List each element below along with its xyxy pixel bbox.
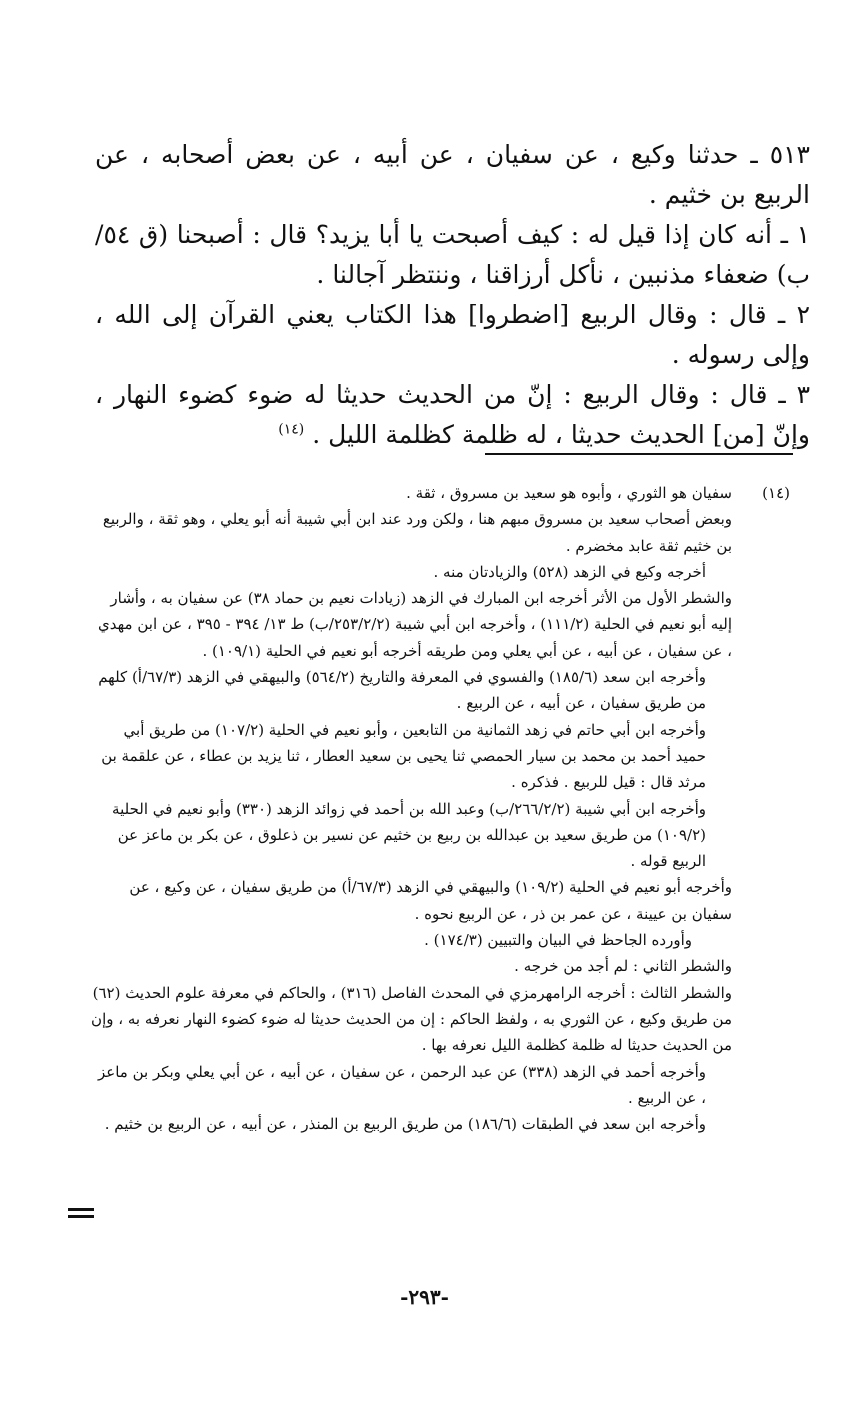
hadith-item-3 <box>95 375 810 455</box>
footnote-line: وأورده الجاحظ في البيان والتبيين (١٧٤/٣) . <box>424 931 692 950</box>
footnote-line: وأخرجه ابن أبي حاتم في زهد الثمانية من التابعين ، وأبو نعيم في الحلية (١٠٧/٢) من طريق أبي حميد أحمد بن محمد بن سيار الحمصي ثنا يحيى بن سعيد العطار ، ثنا يزيد بن عطاء ، عن علقمة بن مرثد قال : قيل للربيع . فذكره . <box>101 720 706 792</box>
footnote-line: وأخرجه ابن سعد في الطبقات (١٨٦/٦) من طريق الربيع بن المنذر ، عن أبيه ، عن الربيع بن خثيم . <box>104 1115 706 1134</box>
footnote-line: وأخرجه أبو نعيم في الحلية (١٠٩/٢) والبيهقي في الزهد (٦٧/٣/أ) من طريق سفيان ، عن وكيع ، عن سفيان بن عيينة ، عن عمر بن ذر ، عن الربيع نحوه . <box>129 878 732 923</box>
footnote-line: سفيان هو الثوري ، وأبوه هو سعيد بن مسروق ، ثقة . <box>406 484 732 502</box>
footnote-body <box>90 480 732 1137</box>
footnote-line: وأخرجه أحمد في الزهد (٣٣٨) عن عبد الرحمن ، عن سفيان ، عن أبيه ، عن أبي يعلي وبكر بن ماعز ، عن الربيع . <box>97 1062 706 1107</box>
main-text <box>95 135 810 455</box>
footnote-separator <box>485 453 793 455</box>
footnote-line: وأخرجه ابن سعد (١٨٥/٦) والفسوي في المعرفة والتاريخ (٥٦٤/٢) والبيهقي في الزهد (٦٧/٣/أ) كلهم من طريق سفيان ، عن أبيه ، عن الربيع . <box>98 668 706 713</box>
footnote-line: والشطر الثالث : أخرجه الرامهرمزي في المحدث الفاصل (٣١٦) ، والحاكم في معرفة علوم الحديث (٦٢) من طريق وكيع ، عن الثوري به ، ولفظ الحاكم : إن من الحديث حديثا له ضوء كضوء النهار نعرفه به ، وإن من الحديث حديثا له ظلمة كظلمة الليل نعرفه بها . <box>91 983 732 1055</box>
hadith-item-1: ١ ـ أنه كان إذا قيل له : كيف أصبحت يا أبا يزيد؟ قال : أصبحنا (ق ٥٤/ب) ضعفاء مذنبين ، نأكل أرزاقنا ، وننتظر آجالنا . <box>95 220 810 289</box>
footnote-line: أخرجه وكيع في الزهد (٥٢٨) والزيادتان منه . <box>433 562 706 581</box>
footnote-reference[interactable]: (١٤) <box>278 421 305 438</box>
footnote-block <box>90 480 790 1137</box>
footnote-line: والشطر الأول من الأثر أخرجه ابن المبارك في الزهد (زيادات نعيم بن حماد ٣٨) عن سفيان به ، وأشار إليه أبو نعيم في الحلية (١١١/٢) ، وأخرجه ابن أبي شيبة (٢٥٣/٢/٢/ب) ط ١٣/ ٣٩٤ - ٣٩٥ ، عن ابن مهدي ، عن سفيان ، عن أبيه ، عن أبي يعلي ومن طريقه أخرجه أبو نعيم في الحلية (١٠٩/١) . <box>98 589 732 660</box>
hadith-item-2: ٢ ـ قال : وقال الربيع [اضطروا] هذا الكتاب يعني القرآن إلى الله ، وإلى رسوله . <box>95 300 810 369</box>
footnote-line: وأخرجه ابن أبي شيبة (٢٦٦/٢/٢/ب) وعبد الله بن أحمد في زوائد الزهد (٣٣٠) وأبو نعيم في الحلية (١٠٩/٢) من طريق سعيد بن عبدالله بن ربيع بن خثيم عن نسير بن ذعلوق ، عن بكر بن ماعز عن الربيع قوله . <box>112 799 706 871</box>
footnote-line: والشطر الثاني : لم أجد من خرجه . <box>514 957 732 976</box>
page-number: -٢٩٣- <box>400 1285 449 1309</box>
hadith-item-3-text: ٣ ـ قال : وقال الربيع : إنّ من الحديث حديثا له ضوء كضوء النهار ، وإنّ [من] الحديث حديثا ، له ظلمة كظلمة الليل . <box>95 380 810 449</box>
continuation-mark <box>68 1208 94 1222</box>
footnote-number: (١٤) <box>762 484 790 502</box>
footnote-line: وبعض أصحاب سعيد بن مسروق مبهم هنا ، ولكن ورد عند ابن أبي شيبة أنه أبو يعلي ، وهو ثقة ، والربيع بن خثيم ثقة عابد مخضرم . <box>102 510 732 555</box>
hadith-heading: ٥١٣ ـ حدثنا وكيع ، عن سفيان ، عن أبيه ، عن بعض أصحابه ، عن الربيع بن خثيم . <box>95 140 810 209</box>
